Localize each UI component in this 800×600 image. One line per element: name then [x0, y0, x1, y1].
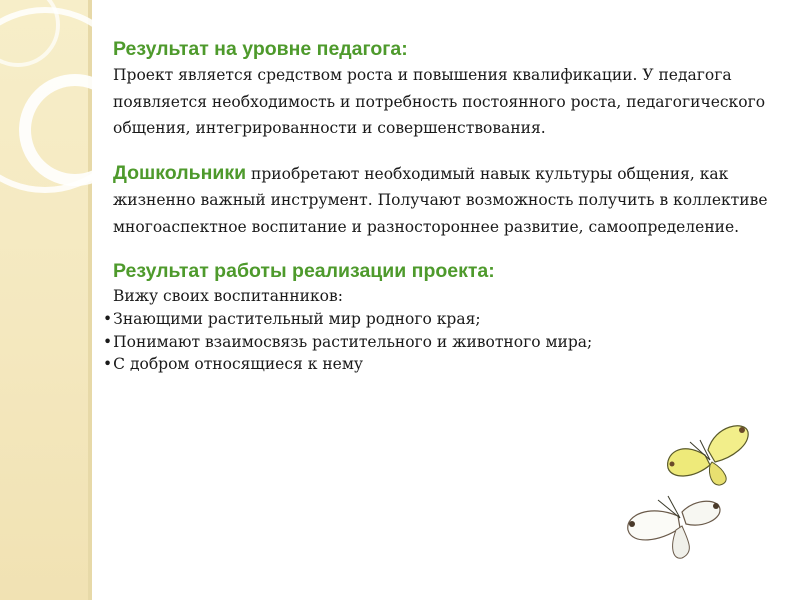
list-item: • С добром относящиеся к нему — [103, 353, 773, 376]
preschoolers-text: приобретают необходимый навык культуры общения, как жизненно важный инструмент. Получают возможность получить в коллективе многоаспектное воспитание и разностороннее развитие, самоопределение. — [113, 164, 768, 236]
project-result-intro: Вижу своих воспитанников: — [113, 287, 343, 305]
preschoolers-paragraph — [113, 160, 773, 241]
list-item: • Понимают взаимосвязь растительного и животного мира; — [103, 331, 773, 354]
project-result-heading: Результат работы реализации проекта: — [113, 260, 495, 282]
teacher-result-text: Проект является средством роста и повышения квалификации. У педагога появляется необходимость и потребность постоянного роста, педагогического общения, интегрированности и совершенствования. — [113, 66, 766, 137]
butterflies-illustration — [620, 420, 760, 570]
preschoolers-heading: Дошкольники — [113, 161, 247, 184]
white-butterfly-icon — [628, 496, 720, 558]
slide-content — [113, 36, 773, 376]
yellow-butterfly-icon — [668, 426, 749, 485]
project-result-list — [103, 308, 773, 376]
list-item: • Знающими растительный мир родного края; — [103, 308, 773, 331]
teacher-result-heading: Результат на уровне педагога: — [113, 38, 408, 60]
